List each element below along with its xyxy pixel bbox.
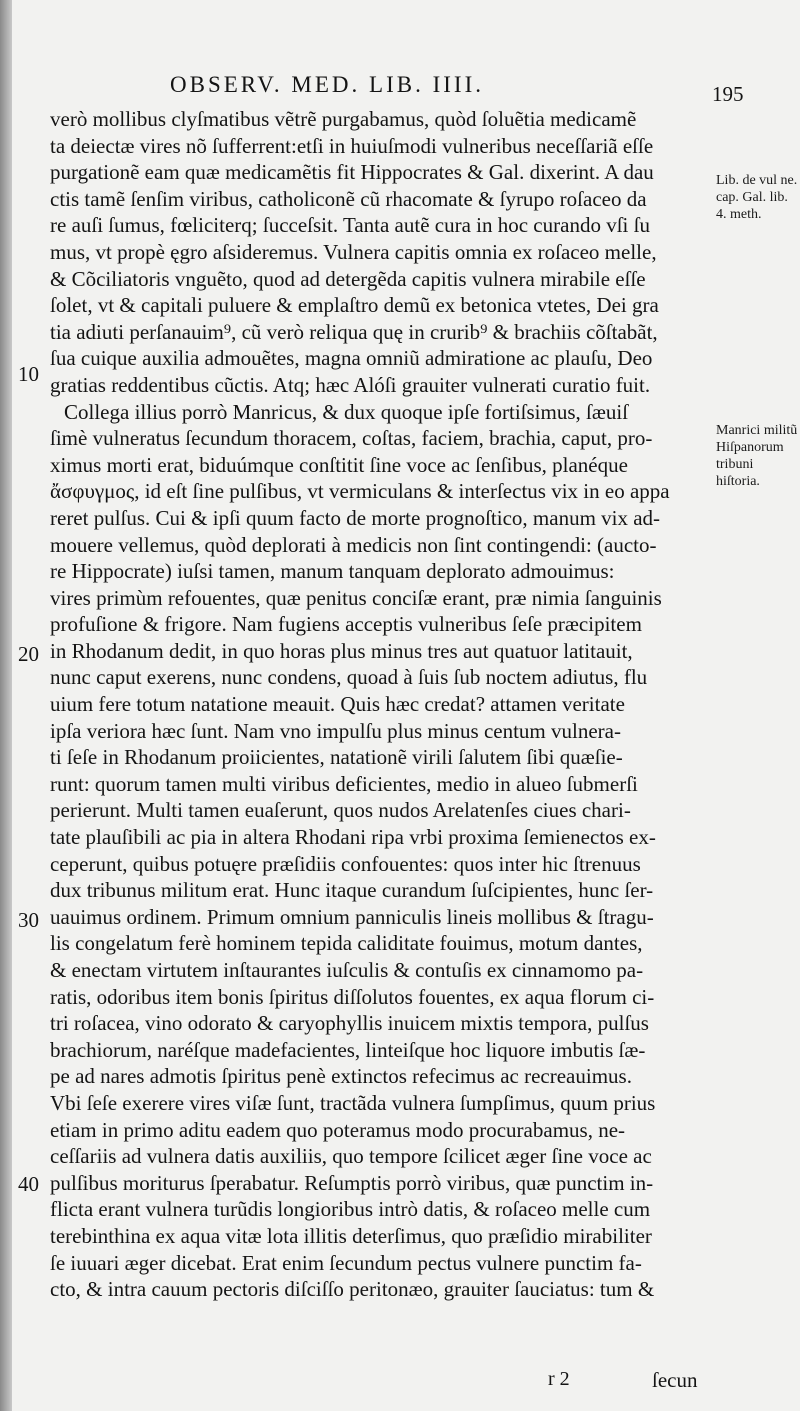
- text-line: ratis, odoribus item bonis ſpiritus diſſolutos fouentes, ex aqua florum ci-: [50, 984, 655, 1009]
- text-line: & Cõciliatoris vnguẽto, quod ad detergẽda capitis vulnera mirabile eſſe: [50, 266, 646, 291]
- text-line: ta deiectæ vires nõ ſufferrent:etſi in huiuſmodi vulneribus neceſſariã eſſe: [50, 133, 654, 158]
- marginal-note-history: Manrici militũ Hiſpanorum tribuni hiſtoria.: [716, 423, 798, 489]
- text-line: purgationẽ eam quæ medicamẽtis fit Hippocrates & Gal. dixerint. A dau: [50, 160, 654, 185]
- text-line: profuſione & frigore. Nam fugiens acceptis vulneribus ſeſe præcipitem: [50, 612, 642, 637]
- text-line: ſua cuique auxilia admouẽtes, magna omniũ admiratione ac plauſu, Deo: [50, 346, 653, 371]
- text-line: gratias reddentibus cũctis. Atq; hæc Alóſi grauiter vulnerati curatio fuit.: [50, 372, 651, 397]
- text-line: ſimè vulneratus ſecundum thoracem, coſtas, faciem, brachia, caput, pro-: [50, 426, 653, 451]
- page-edge-shadow: [0, 0, 12, 1411]
- text-line: perierunt. Multi tamen euaſerunt, quos nudos Arelatenſes ciues chari-: [50, 798, 631, 823]
- margin-line-number: 40: [18, 1172, 39, 1196]
- text-line: re auſi ſumus, fœliciterq; ſucceſsit. Tanta autẽ cura in hoc curando vſi ſu: [50, 213, 650, 238]
- text-line: re Hippocrate) iuſsi tamen, manum tanquam deplorato admouimus:: [50, 559, 615, 584]
- text-line: & enectam virtutem inſtaurantes iuſculis & contuſis ex cinnamomo pa-: [50, 958, 644, 982]
- page-number: 195: [712, 82, 744, 106]
- text-line: ti ſeſe in Rhodanum proiicientes, natationẽ virili ſalutem ſibi quæſie-: [50, 745, 623, 770]
- text-line: tia adiuti perſanauim⁹, cũ verò reliqua quę in crurib⁹ & brachiis cõſtabãt,: [50, 319, 658, 344]
- running-header: OBSERV. MED. LIB. IIII.: [170, 72, 484, 97]
- text-line: lis congelatum ferè hominem tepida caliditate fouimus, motum dantes,: [50, 931, 643, 956]
- text-line: etiam in primo aditu eadem quo poteramus modo procurabamus, ne-: [50, 1117, 626, 1142]
- text-line: brachiorum, naréſque madefacientes, linteiſque hoc liquore imbutis ſæ-: [50, 1037, 646, 1062]
- text-line: dux tribunus militum erat. Hunc itaque curandum ſuſcipientes, hunc ſer-: [50, 878, 654, 903]
- margin-line-number: 10: [18, 362, 39, 386]
- text-line: Collega illius porrò Manricus, & dux quoque ipſe fortiſsimus, ſæuiſ: [64, 399, 629, 424]
- margin-line-number: 20: [18, 642, 39, 666]
- margin-line-number: 30: [18, 908, 39, 932]
- text-line: mouere vellemus, quòd deplorati à medicis non ſint contingendi: (aucto-: [50, 532, 657, 557]
- text-line: tri roſacea, vino odorato & caryophyllis inuicem mixtis tempora, pulſus: [50, 1011, 649, 1036]
- text-line: ipſa veriora hæc ſunt. Nam vno impulſu plus minus centum vulnera-: [50, 718, 621, 743]
- text-line: tate plauſibili ac pia in altera Rhodani ripa vrbi proxima ſemienectos ex-: [50, 825, 656, 850]
- text-line: ſe iuuari æger dicebat. Erat enim ſecundum pectus vulnere punctim fa-: [50, 1250, 642, 1275]
- text-line: terebinthina ex aqua vitæ lota illitis deterſimus, quo præſidio mirabiliter: [50, 1223, 652, 1248]
- text-line: uauimus ordinem. Primum omnium panniculis lineis mollibus & ſtragu-: [50, 904, 654, 929]
- text-line: mus, vt propè ęgro aſsideremus. Vulnera capitis omnia ex roſaceo melle,: [50, 239, 657, 264]
- text-line: in Rhodanum dedit, in quo horas plus minus tres aut quatuor latitauit,: [50, 638, 633, 663]
- text-line: ximus morti erat, biduúmque conſtitit ſine voce ac ſenſibus, planéque: [50, 452, 628, 477]
- text-line: cto, & intra cauum pectoris diſciſſo peritonæo, grauiter ſauciatus: tum &: [50, 1277, 655, 1302]
- text-line: runt: quorum tamen multi viribus deficientes, medio in alueo ſubmerſi: [50, 771, 638, 796]
- catchword: ſecun: [652, 1368, 698, 1392]
- text-line: ceperunt, quibus potuęre præſidiis confouentes: quos inter hic ſtrenuus: [50, 851, 641, 876]
- text-line: pe ad nares admotis ſpiritus penè extinctos refecimus ac recreauimus.: [50, 1064, 632, 1089]
- marginal-note-reference: Lib. de vul ne. cap. Gal. lib. 4. meth.: [716, 173, 798, 222]
- signature-mark: r 2: [548, 1368, 570, 1390]
- text-line: pulſibus moriturus ſperabatur. Reſumptis porrò viribus, quæ punctim in-: [50, 1170, 654, 1195]
- text-line: uium fere totum natatione meauit. Quis hæc credat? attamen veritate: [50, 692, 625, 717]
- text-line: nunc caput exerens, nunc condens, quoad à ſuis ſub noctem adiutus, flu: [50, 665, 648, 690]
- text-line: Vbi ſeſe exerere vires viſæ ſunt, tractãda vulnera ſumpſimus, quum prius: [50, 1090, 656, 1115]
- text-line: ſolet, vt & capitali puluere & emplaſtro demũ ex betonica vtetes, Dei gra: [50, 293, 659, 318]
- text-line: verò mollibus clyſmatibus vẽtrẽ purgabamus, quòd ſoluẽtia medicamẽ: [50, 107, 637, 131]
- text-line: reret pulſus. Cui & ipſi quum facto de morte prognoſtico, manum vix ad-: [50, 505, 661, 530]
- text-line: ceſſariis ad vulnera datis auxiliis, quo tempore ſcilicet æger ſine voce ac: [50, 1144, 652, 1169]
- text-line: flicta erant vulnera turũdis longioribus intrò datis, & roſaceo melle cum: [50, 1197, 651, 1222]
- text-line: vires primùm refouentes, quæ penitus conciſæ erant, præ nimia ſanguinis: [50, 585, 662, 610]
- text-body: [50, 106, 710, 1303]
- text-line: ἄσφυγμος, id eſt ſine pulſibus, vt vermiculans & interſectus vix in eo appa: [50, 479, 670, 504]
- text-line: ctis tamẽ ſenſim viribus, catholiconẽ cũ rhacomate & ſyrupo roſaceo da: [50, 186, 647, 211]
